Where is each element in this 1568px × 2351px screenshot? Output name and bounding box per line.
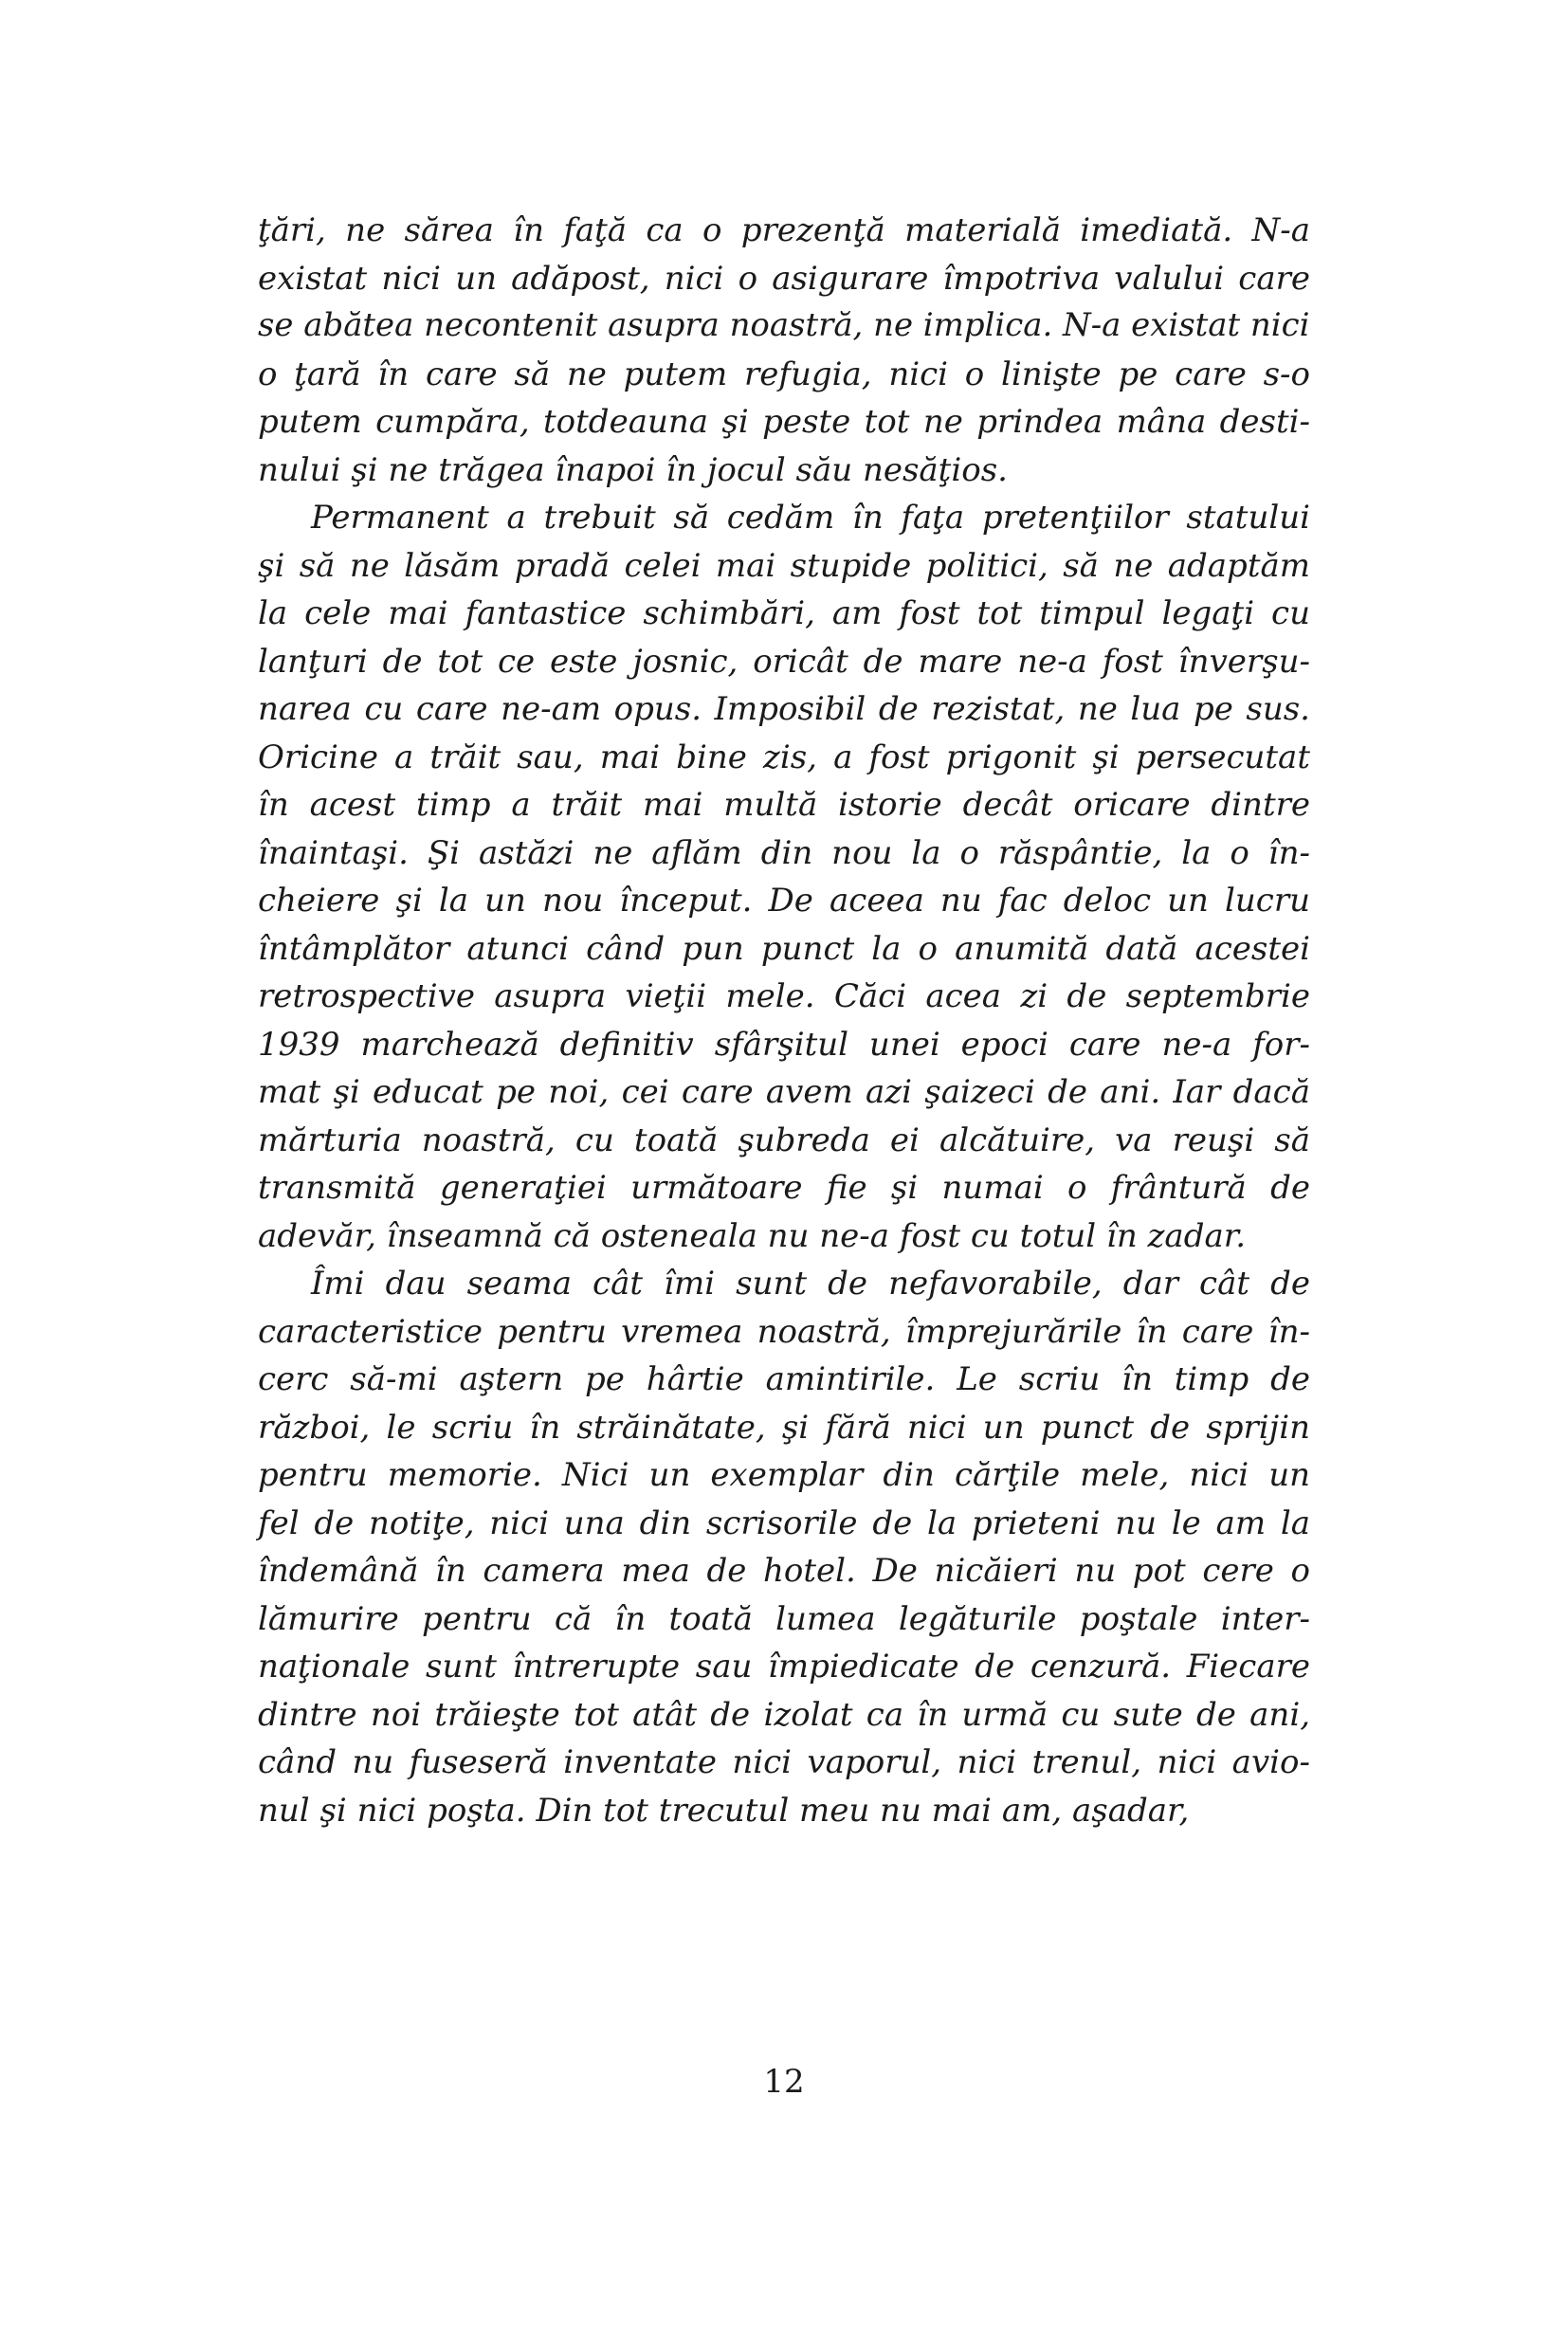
text-line: o ţară în care să ne putem refugia, nici o linişte pe care s-o: [258, 355, 1310, 393]
paragraph: [258, 1260, 1310, 1834]
text-line: existat nici un adăpost, nici o asigurare împotriva valului care: [258, 259, 1310, 298]
text-line: nul şi nici poşta. Din tot trecutul meu nu mai am, aşadar,: [258, 1791, 1190, 1830]
text-line: ţări, ne sărea în faţă ca o prezenţă materială imediată. N-a: [258, 211, 1310, 249]
body-text: [258, 207, 1310, 1834]
page-number: 12: [763, 2063, 805, 2101]
text-line: se abătea necontenit asupra noastră, ne implica. N-a existat nici: [258, 307, 1310, 344]
text-line: retrospective asupra vieţii mele. Căci acea zi de septembrie: [258, 977, 1310, 1015]
text-line: nului şi ne trăgea înapoi în jocul său nesăţios.: [258, 450, 1008, 489]
text-line: mărturia noastră, cu toată şubreda ei alcătuire, va reuşi să: [258, 1121, 1310, 1159]
text-line: război, le scriu în străinătate, şi fără nici un punct de sprijin: [258, 1408, 1310, 1447]
text-line: putem cumpăra, totdeauna şi peste tot ne prindea mâna desti-: [258, 403, 1310, 441]
text-line: cerc să-mi aştern pe hârtie amintirile. Le scriu în timp de: [258, 1360, 1310, 1398]
text-line: mat şi educat pe noi, cei care avem azi şaizeci de ani. Iar dacă: [258, 1073, 1310, 1111]
text-line: lanţuri de tot ce este josnic, oricât de mare ne-a fost înverşu-: [258, 642, 1310, 681]
paragraph: [258, 207, 1310, 494]
text-line: în acest timp a trăit mai multă istorie decât oricare dintre: [258, 786, 1310, 824]
text-line: narea cu care ne-am opus. Imposibil de rezistat, ne lua pe sus.: [258, 690, 1310, 728]
text-line: îndemână în camera mea de hotel. De nicăieri nu pot cere o: [258, 1552, 1310, 1590]
text-line: Oricine a trăit sau, mai bine zis, a fost prigonit şi persecutat: [258, 738, 1310, 776]
text-line: naţionale sunt întrerupte sau împiedicate de cenzură. Fiecare: [258, 1648, 1310, 1686]
text-line: la cele mai fantastice schimbări, am fost tot timpul legaţi cu: [258, 594, 1310, 632]
text-line: şi să ne lăsăm pradă celei mai stupide politici, să ne adaptăm: [258, 546, 1310, 585]
text-line: Permanent a trebuit să cedăm în faţa pretenţiilor statului: [311, 499, 1310, 537]
text-line: dintre noi trăieşte tot atât de izolat ca în urmă cu sute de ani,: [258, 1695, 1310, 1734]
text-line: 1939 marchează definitiv sfârşitul unei epoci care ne-a for-: [258, 1025, 1310, 1064]
text-line: pentru memorie. Nici un exemplar din cărţile mele, nici un: [258, 1456, 1310, 1494]
text-line: adevăr, înseamnă că osteneala nu ne-a fost cu totul în zadar.: [258, 1216, 1247, 1255]
text-line: înaintaşi. Şi astăzi ne aflăm din nou la o răspântie, la o în-: [258, 833, 1310, 872]
text-line: lămurire pentru că în toată lumea legăturile poştale inter-: [258, 1599, 1310, 1638]
text-line: cheiere şi la un nou început. De aceea nu fac deloc un lucru: [258, 882, 1310, 920]
text-line: Îmi dau seama cât îmi sunt de nefavorabile, dar cât de: [311, 1265, 1310, 1303]
text-line: fel de notiţe, nici una din scrisorile de la prieteni nu le am la: [258, 1504, 1310, 1542]
text-line: caracteristice pentru vremea noastră, împrejurările în care în-: [258, 1312, 1310, 1351]
text-line: întâmplător atunci când pun punct la o anumită dată acestei: [258, 929, 1310, 968]
paragraph: [258, 494, 1310, 1260]
text-line: când nu fuseseră inventate nici vaporul, nici trenul, nici avio-: [258, 1743, 1310, 1781]
text-line: transmită generaţiei următoare fie şi numai o frântură de: [258, 1169, 1310, 1207]
